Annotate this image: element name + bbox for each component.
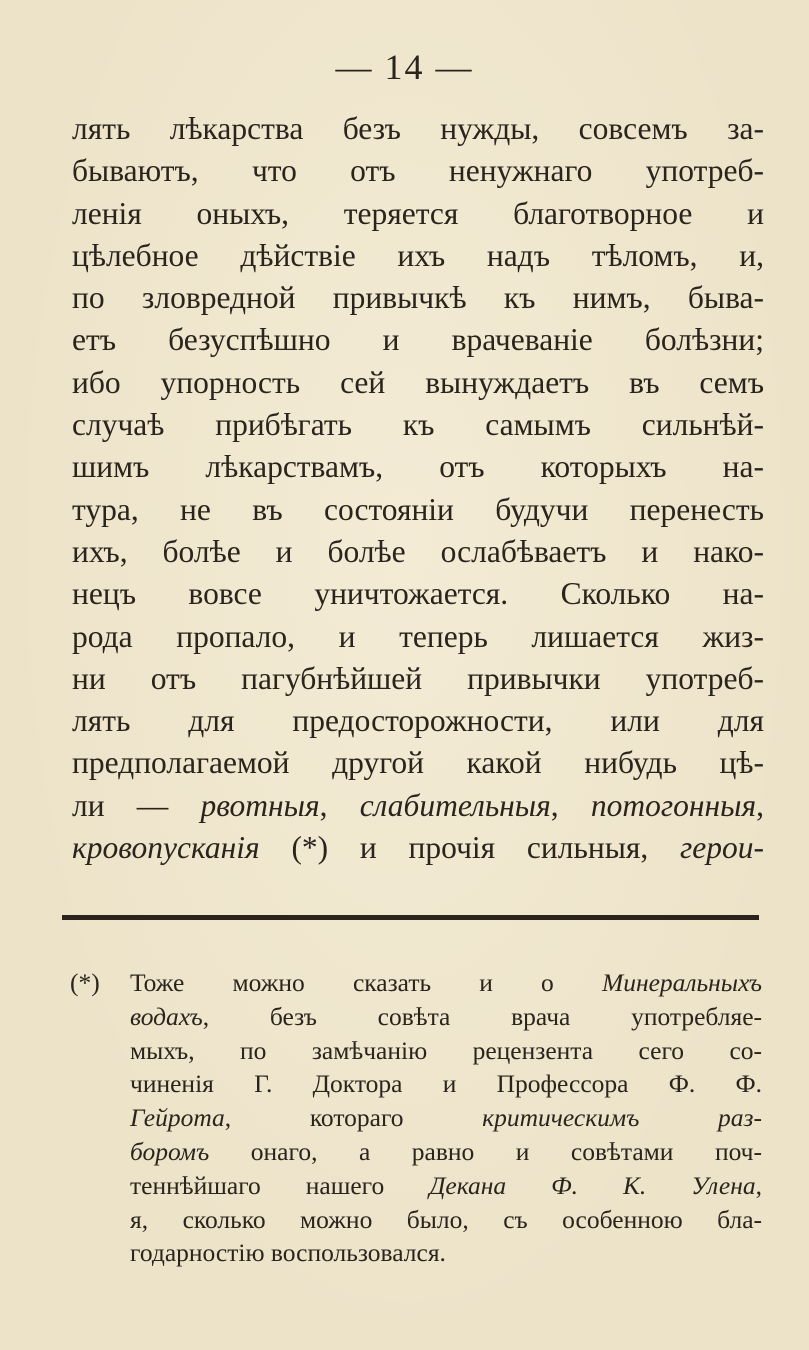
text-line-16: предполагаемой другой какой нибудь цѣ-	[72, 745, 764, 781]
footnote-line-5-italic-2: критическимъ раз-	[482, 1103, 762, 1133]
footnote-line-5-text: , котораго	[224, 1103, 483, 1133]
text-line-4: цѣлебное дѣйствіе ихъ надъ тѣломъ, и,	[72, 237, 764, 273]
footnote-line-2	[70, 1000, 762, 1034]
text-line-10: тура, не въ состояніи будучи перенесть	[72, 491, 764, 527]
footnote-line-1-text: Тоже можно сказать и о	[130, 968, 602, 997]
text-line-14: ни отъ пагубнѣйшей привычки употреб-	[72, 660, 764, 696]
line-17-sep-1: ,	[319, 787, 360, 823]
footnote-line-7-text: теннѣйшаго нашего	[130, 1170, 430, 1200]
main-text	[72, 108, 764, 869]
footnote-line-2-italic: водахъ	[130, 1001, 203, 1031]
footnote-line-3: мыхъ, по замѣчанію рецензента сего со-	[130, 1035, 762, 1065]
footnote-line-4: чиненія Г. Доктора и Профессора Ф. Ф.	[130, 1069, 762, 1099]
line-17-sep-2: ,	[550, 787, 591, 823]
text-line-1: лять лѣкарства безъ нужды, совсемъ за-	[72, 111, 764, 146]
text-line-9: шимъ лѣкарствамъ, отъ которыхъ на-	[72, 449, 764, 485]
text-line-7: ибо упорность сей вынуждаетъ въ семъ	[72, 364, 764, 400]
footnote-line-1-italic: Минеральныхъ	[601, 968, 762, 997]
footnote-line-5	[70, 1101, 762, 1135]
text-line-13: рода пропало, и теперь лишается жиз-	[72, 618, 764, 654]
text-line-5: по зловредной привычкѣ къ нимъ, быва-	[72, 280, 764, 316]
text-line-12: нецъ вовсе уничтожается. Сколько на-	[72, 576, 764, 612]
text-line-3: ленія оныхъ, теряется благотворное и	[72, 195, 764, 231]
line-17-sep-3: ,	[756, 787, 765, 823]
text-line-17	[72, 785, 764, 827]
footnote-mark: (*)	[70, 968, 100, 997]
italic-term-5: герои-	[679, 830, 764, 866]
footnote-line-9: годарностію воспользовался.	[130, 1238, 446, 1268]
footnote-line-6-text: онаго, а равно и совѣтами поч-	[209, 1136, 762, 1166]
footnote-line-8: я, сколько можно было, съ особенною бла-	[130, 1204, 762, 1234]
footnote	[70, 966, 762, 1270]
footnote-line-7	[70, 1169, 762, 1203]
italic-term-1: рвотныя	[200, 787, 320, 823]
text-line-18	[72, 827, 764, 869]
text-line-2: бываютъ, что отъ ненужнаго употреб-	[72, 153, 764, 189]
italic-term-2: слабительныя	[359, 787, 551, 823]
footnote-line-6-italic: боромъ	[130, 1136, 210, 1166]
footnote-line-7-end: ,	[755, 1170, 762, 1200]
footnote-line-7-italic: Декана Ф. К. Улена	[429, 1170, 756, 1200]
footnote-divider	[62, 915, 759, 920]
footnote-line-6	[70, 1135, 762, 1169]
text-line-8: случаѣ прибѣгать къ самымъ сильнѣй-	[72, 407, 764, 443]
page-number: — 14 —	[335, 47, 474, 87]
line-18-middle: (*) и прочія сильныя,	[259, 830, 680, 866]
text-line-11: ихъ, болѣе и болѣе ослабѣваетъ и нако-	[72, 533, 764, 569]
italic-term-4: кровопусканія	[72, 830, 260, 866]
line-17-lead: ли —	[72, 787, 201, 823]
footnote-line-1	[70, 966, 762, 1000]
italic-term-3: потогонныя	[590, 787, 757, 823]
text-line-15: лять для предосторожности, или для	[72, 703, 764, 739]
footnote-line-5-italic: Гейрота	[130, 1103, 225, 1133]
footnote-line-2-text: , безъ совѣта врача употребляе-	[202, 1001, 762, 1031]
text-line-6: етъ безуспѣшно и врачеваніе болѣзни;	[72, 322, 764, 358]
